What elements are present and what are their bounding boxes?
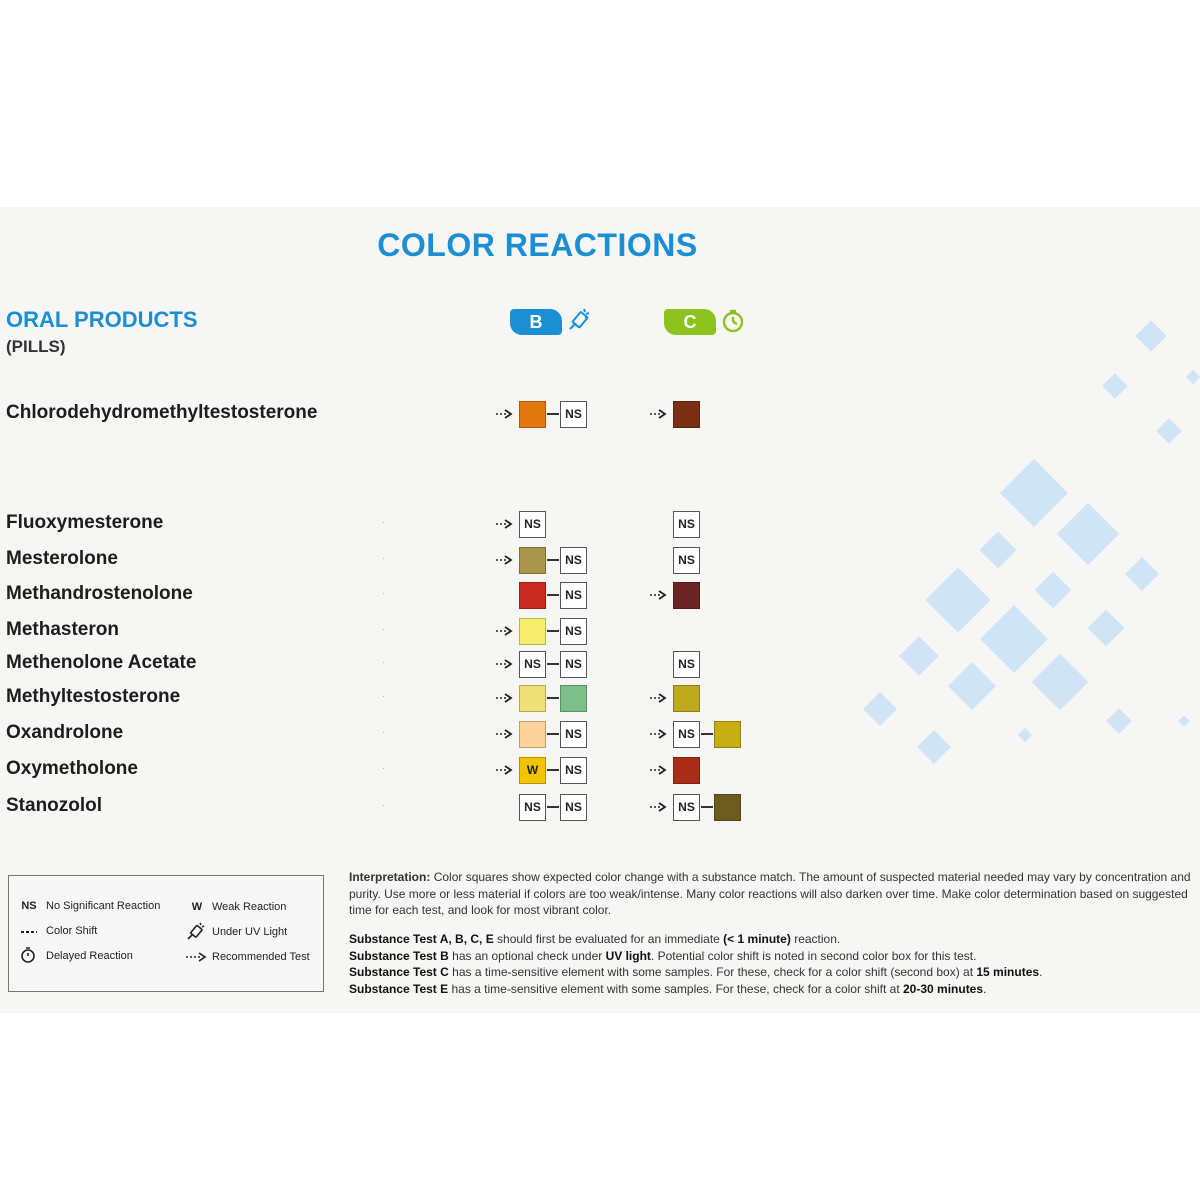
color-swatch	[714, 794, 741, 821]
substance-name: Chlorodehydromethyltestosterone	[6, 402, 318, 423]
color-swatch	[673, 757, 700, 784]
color-shift-dash	[547, 806, 559, 808]
substance-name: Oxymetholone	[6, 758, 138, 779]
color-swatch: NS	[560, 618, 587, 645]
color-swatch	[519, 547, 546, 574]
row-leader-dot: ·	[382, 518, 385, 527]
stopwatch-icon	[720, 307, 748, 335]
interpretation-label: Interpretation:	[349, 870, 431, 884]
color-shift-dash-icon	[20, 928, 38, 936]
test-b-badge: B	[510, 309, 562, 335]
color-swatch	[560, 685, 587, 712]
recommended-test-arrow-icon	[495, 626, 513, 636]
color-swatch: NS	[519, 511, 546, 538]
section-subtitle: (PILLS)	[6, 337, 66, 356]
substance-name: Fluoxymesterone	[6, 512, 164, 533]
recommended-test-arrow-icon	[649, 590, 667, 600]
color-swatch: NS	[560, 401, 587, 428]
page-title: COLOR REACTIONS	[377, 227, 698, 263]
color-swatch	[519, 721, 546, 748]
uv-flashlight-icon	[565, 307, 593, 335]
recommended-test-arrow-icon	[495, 409, 513, 419]
legend-w-symbol: W	[191, 901, 203, 913]
row-leader-dot: ·	[382, 801, 385, 810]
interpretation-text	[349, 869, 1199, 919]
legend-ns-label: No Significant Reaction	[46, 900, 161, 912]
recommended-test-arrow-icon	[495, 659, 513, 669]
color-shift-dash	[547, 413, 559, 415]
test-c-badge: C	[664, 309, 716, 335]
note-line: Substance Test A, B, C, E should first be evaluated for an immediate (< 1 minute) reaction.	[349, 932, 841, 946]
note-line: Substance Test E has a time-sensitive element with some samples. For these, check for a color shift at 20-30 minutes.	[349, 981, 987, 996]
legend-ns-symbol: NS	[21, 900, 37, 912]
color-swatch	[519, 685, 546, 712]
color-shift-dash	[547, 663, 559, 665]
color-swatch	[519, 401, 546, 428]
recommended-test-arrow-icon	[495, 519, 513, 529]
row-leader-dot: ·	[382, 764, 385, 773]
section-title: ORAL PRODUCTS	[6, 307, 198, 332]
recommended-test-arrow-icon	[495, 729, 513, 739]
uv-flashlight-icon	[185, 922, 207, 942]
color-swatch: W	[519, 757, 546, 784]
test-notes	[349, 931, 1199, 997]
recommended-test-arrow-icon	[649, 693, 667, 703]
legend-w-label: Weak Reaction	[212, 901, 287, 913]
color-swatch: NS	[519, 794, 546, 821]
color-swatch: NS	[560, 757, 587, 784]
legend-box	[8, 875, 324, 992]
substance-name: Methasteron	[6, 619, 119, 640]
recommended-test-arrow-icon	[649, 802, 667, 812]
legend-delayed-label: Delayed Reaction	[46, 950, 133, 962]
color-shift-dash	[547, 733, 559, 735]
substance-name: Methenolone Acetate	[6, 652, 197, 673]
color-swatch	[519, 618, 546, 645]
color-shift-dash	[547, 630, 559, 632]
substance-name: Stanozolol	[6, 795, 103, 816]
legend-uv-label: Under UV Light	[212, 926, 288, 938]
row-leader-dot: ·	[382, 692, 385, 701]
recommended-test-arrow-icon	[495, 555, 513, 565]
color-shift-dash	[547, 594, 559, 596]
legend-recommended-label: Recommended Test	[212, 951, 310, 963]
row-leader-dot: ·	[382, 658, 385, 667]
color-swatch: NS	[560, 582, 587, 609]
interpretation-body: Color squares show expected color change with a substance match. The amount of suspected material needed may vary by concentration and purity. Use more or less material if colors are too weak/intense. Many color reactions will also darken over time. Make color determination based on suggested time for each test, and look for most vibrant color.	[349, 870, 1191, 918]
color-swatch: NS	[673, 721, 700, 748]
recommended-test-arrow-icon	[649, 729, 667, 739]
color-swatch: NS	[519, 651, 546, 678]
color-swatch: NS	[560, 721, 587, 748]
note-line: Substance Test C has a time-sensitive element with some samples. For these, check for a color shift (second box) at 15 minutes.	[349, 965, 1043, 980]
row-leader-dot: ·	[382, 625, 385, 634]
color-shift-dash	[547, 769, 559, 771]
color-swatch: NS	[673, 511, 700, 538]
substance-name: Mesterolone	[6, 548, 118, 569]
color-swatch: NS	[673, 794, 700, 821]
row-leader-dot: ·	[382, 589, 385, 598]
recommended-test-arrow-icon	[495, 765, 513, 775]
color-swatch	[714, 721, 741, 748]
color-swatch	[673, 685, 700, 712]
chart-sheet	[0, 207, 1200, 1013]
color-swatch	[673, 582, 700, 609]
substance-name: Oxandrolone	[6, 722, 124, 743]
recommended-test-arrow-icon	[649, 765, 667, 775]
color-swatch	[673, 401, 700, 428]
color-swatch: NS	[673, 547, 700, 574]
legend-color-shift-label: Color Shift	[46, 925, 98, 937]
color-shift-dash	[547, 559, 559, 561]
color-swatch: NS	[560, 794, 587, 821]
row-leader-dot: ·	[382, 728, 385, 737]
dashed-arrow-icon	[185, 952, 207, 962]
stopwatch-icon	[19, 946, 37, 964]
recommended-test-arrow-icon	[649, 409, 667, 419]
note-line: Substance Test B has an optional check under UV light. Potential color shift is noted in second color box for this test.	[349, 948, 977, 963]
color-shift-dash	[701, 733, 713, 735]
color-swatch	[519, 582, 546, 609]
color-shift-dash	[547, 697, 559, 699]
color-swatch: NS	[560, 651, 587, 678]
substance-name: Methyltestosterone	[6, 686, 181, 707]
row-leader-dot: ·	[382, 554, 385, 563]
color-shift-dash	[701, 806, 713, 808]
color-swatch: NS	[673, 651, 700, 678]
recommended-test-arrow-icon	[495, 693, 513, 703]
color-swatch: NS	[560, 547, 587, 574]
substance-name: Methandrostenolone	[6, 583, 193, 604]
